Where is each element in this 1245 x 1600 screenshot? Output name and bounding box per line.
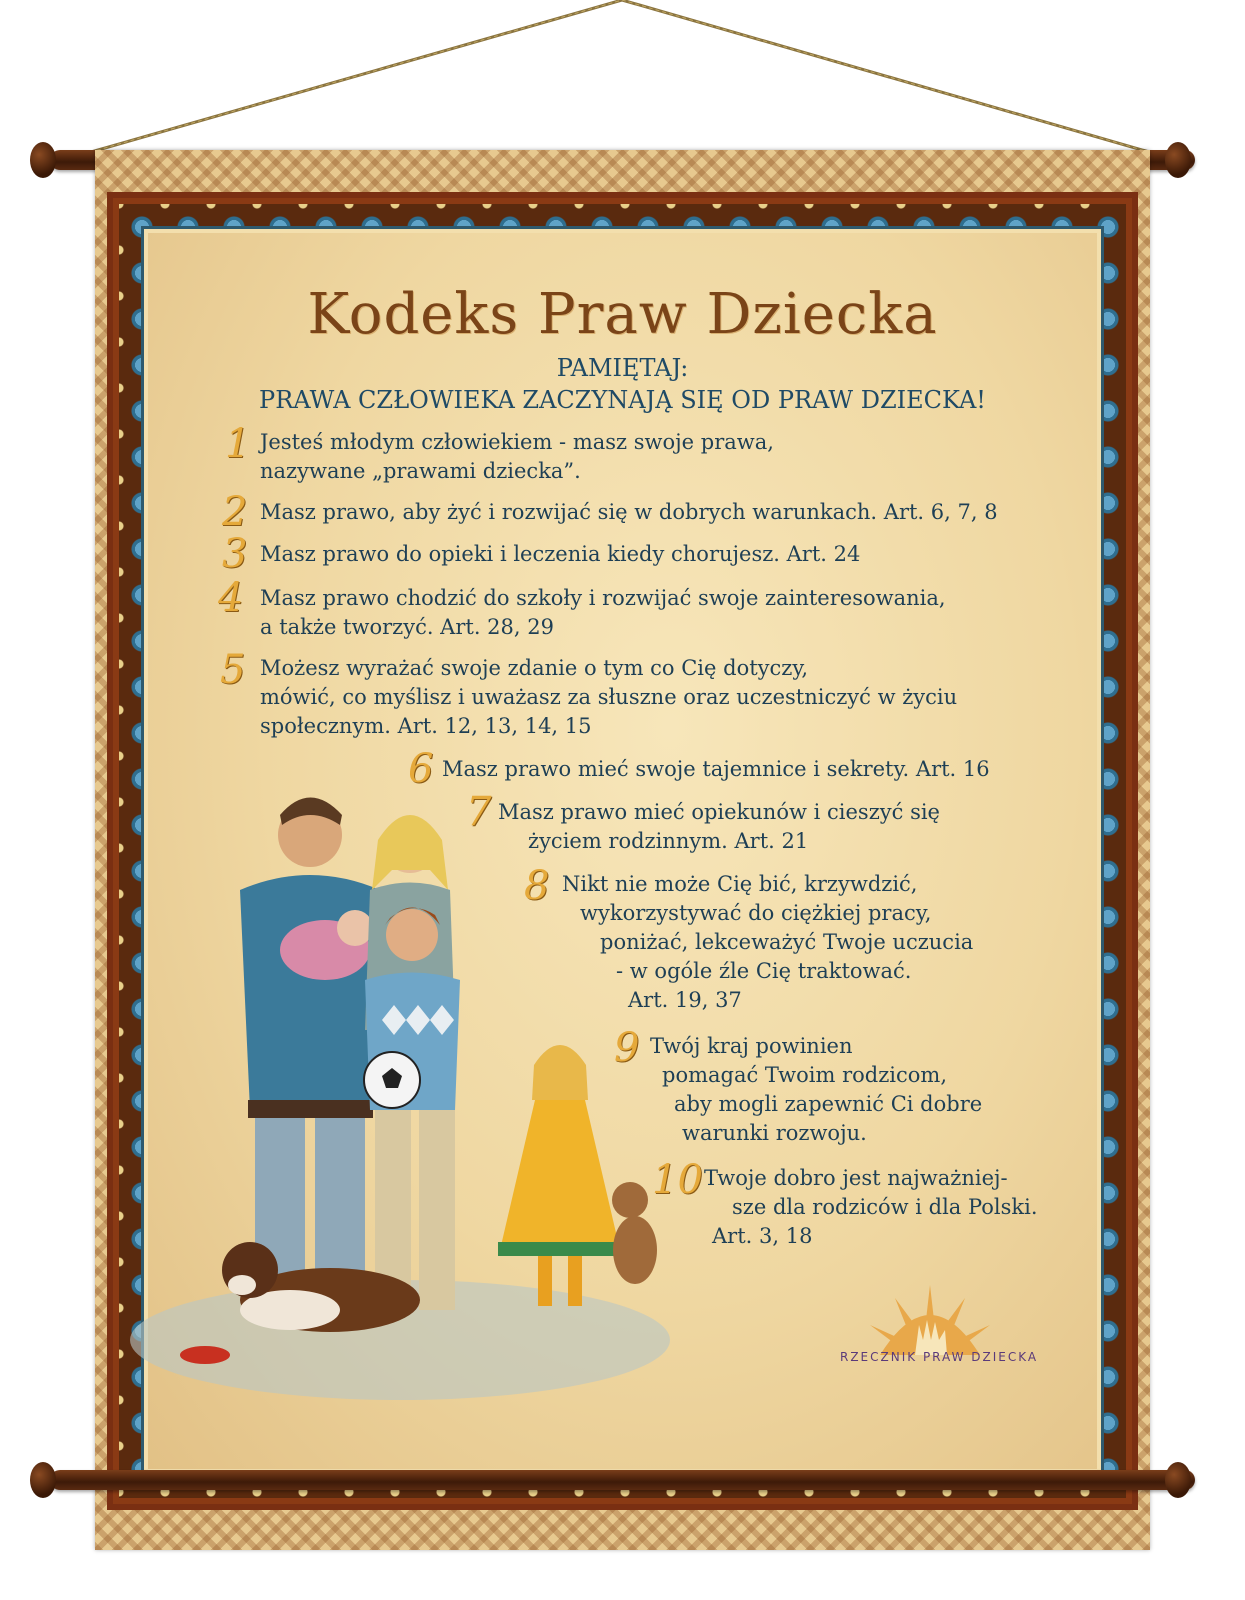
top-right-knob [1165, 142, 1191, 178]
article-line: Masz prawo mieć swoje tajemnice i sekrety. Art. 16 [442, 757, 990, 781]
family-illustration [130, 780, 690, 1400]
article-line: aby mogli zapewnić Ci dobre [674, 1092, 983, 1116]
article-line: Masz prawo, aby żyć i rozwijać się w dobrych warunkach. Art. 6, 7, 8 [260, 500, 998, 524]
remember-line: PRAWA CZŁOWIEKA ZACZYNAJĄ SIĘ OD PRAW DZIECKA! [259, 386, 986, 414]
article-line: Jesteś młodym człowiekiem - masz swoje prawa, [260, 430, 774, 454]
article-3 [222, 531, 861, 577]
article-number: 4 [218, 575, 244, 621]
article-4 [218, 575, 946, 642]
article-number: 3 [222, 531, 248, 577]
top-left-knob [30, 142, 56, 178]
article-number: 6 [408, 746, 434, 792]
article-line: Masz prawo do opieki i leczenia kiedy chorujesz. Art. 24 [260, 542, 861, 566]
remember-line: PAMIĘTAJ: [556, 354, 689, 382]
article-line: społecznym. Art. 12, 13, 14, 15 [260, 714, 592, 738]
article-number: 2 [222, 489, 248, 535]
article-line: Masz prawo chodzić do szkoły i rozwijać swoje zainteresowania, [260, 586, 946, 610]
article-number: 8 [524, 863, 550, 909]
article-line: a także tworzyć. Art. 28, 29 [260, 615, 554, 639]
bottom-left-knob [30, 1462, 56, 1498]
ombudsman-logo [835, 1280, 1025, 1360]
remember-heading [0, 352, 1245, 416]
bottom-right-knob [1165, 1462, 1191, 1498]
article-line: nazywane „prawami dziecka”. [260, 459, 581, 483]
article-number: 9 [614, 1025, 640, 1071]
article-line: warunki rozwoju. [682, 1121, 867, 1145]
article-line: - w ogóle źle Cię traktować. [616, 959, 912, 983]
article-2 [222, 489, 998, 535]
article-number: 5 [220, 647, 246, 693]
article-line: mówić, co myślisz i uważasz za słuszne oraz uczestniczyć w życiu [260, 685, 958, 709]
girl-figure [498, 1045, 622, 1306]
article-number: 1 [225, 421, 251, 467]
article-line: życiem rodzinnym. Art. 21 [528, 829, 809, 853]
logo-text: RZECZNIK PRAW DZIECKA [840, 1350, 1039, 1364]
article-line: Nikt nie może Cię bić, krzywdzić, [562, 872, 918, 896]
article-line: sze dla rodziców i dla Polski. [732, 1195, 1038, 1219]
article-10 [652, 1157, 1038, 1251]
article-line: Art. 19, 37 [628, 988, 742, 1012]
article-line: wykorzystywać do ciężkiej pracy, [580, 901, 932, 925]
poster-title: Kodeks Praw Dziecka [307, 282, 938, 347]
article-5 [220, 647, 958, 741]
article-line: poniżać, lekceważyć Twoje uczucia [600, 930, 974, 954]
article-line: pomagać Twoim rodzicom, [662, 1063, 947, 1087]
article-line: Twoje dobro jest najważniej- [704, 1166, 1008, 1190]
article-9 [614, 1025, 983, 1148]
father-figure [240, 798, 380, 1321]
article-line: Masz prawo mieć opiekunów i cieszyć się [498, 800, 940, 824]
article-1 [225, 421, 774, 486]
bottom-rod [50, 1470, 1195, 1490]
article-number: 7 [466, 789, 492, 835]
article-line: Twój kraj powinien [650, 1034, 853, 1058]
article-line: Art. 3, 18 [712, 1224, 813, 1248]
article-line: Możesz wyrażać swoje zdanie o tym co Cię dotyczy, [260, 656, 809, 680]
teddy-bear [612, 1182, 657, 1284]
article-number: 10 [652, 1157, 703, 1203]
dog-bowl [180, 1346, 230, 1364]
